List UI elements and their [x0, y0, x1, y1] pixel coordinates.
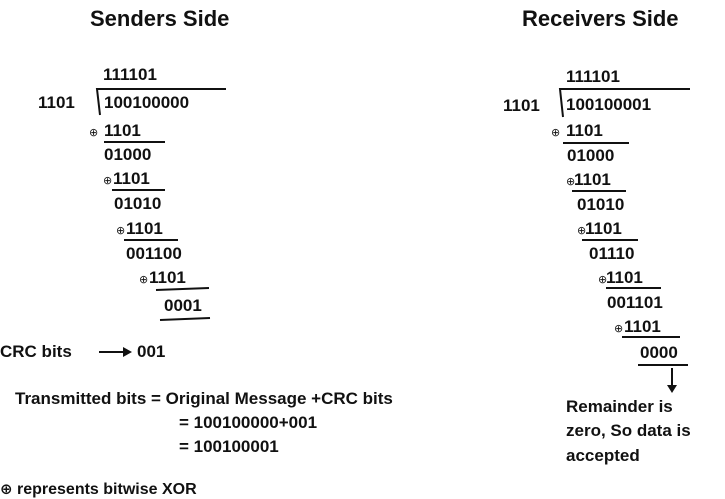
xor-icon: ⊕ [551, 127, 561, 139]
receiver-step-10: 0000 [640, 343, 678, 362]
receiver-step-4: 01010 [577, 195, 625, 214]
xor-icon: ⊕ [89, 127, 99, 139]
transmitted-line-2: = 100100000+001 [179, 413, 318, 432]
xor-icon: ⊕ [577, 225, 587, 237]
sender-step-3: 1101 [113, 169, 150, 188]
result-line-3: accepted [566, 446, 640, 465]
xor-legend-text: represents bitwise XOR [17, 481, 197, 498]
xor-icon: ⊕ [598, 274, 608, 286]
receiver-step-7: 1101 [606, 268, 643, 287]
receiver-step-2: 01000 [567, 146, 615, 165]
crc-label: CRC bits [0, 342, 72, 361]
sender-underline-5 [160, 318, 210, 320]
xor-icon: ⊕ [614, 323, 624, 335]
xor-icon: ⊕ [103, 175, 113, 187]
sender-step-6: 001100 [126, 244, 182, 263]
receiver-quotient: 111101 [566, 67, 620, 86]
crc-value: 001 [137, 342, 166, 361]
sender-step-8: 0001 [164, 296, 202, 315]
result-line-1: Remainder is [566, 397, 673, 416]
sender-step-5: 1101 [126, 219, 163, 238]
result-arrow-head [667, 385, 677, 393]
sender-step-2: 01000 [104, 145, 152, 164]
receiver-heading: Receivers Side [522, 6, 679, 31]
receiver-divisor: 1101 [503, 96, 540, 115]
sender-quotient: 111101 [103, 65, 157, 84]
sender-step-7: 1101 [149, 268, 186, 287]
sender-step-1: 1101 [104, 121, 141, 140]
xor-icon: ⊕ [116, 225, 126, 237]
transmitted-line-3: = 100100001 [179, 437, 279, 456]
result-line-2: zero, So data is [566, 421, 691, 440]
sender-heading: Senders Side [90, 6, 230, 31]
sender-dividend: 100100000 [104, 93, 190, 112]
sender-divisor: 1101 [38, 93, 75, 112]
receiver-step-5: 1101 [585, 219, 622, 238]
receiver-step-9: 1101 [624, 317, 661, 336]
receiver-step-8: 001101 [607, 293, 663, 312]
receiver-step-6: 01110 [589, 244, 635, 263]
xor-icon: ⊕ [566, 176, 576, 188]
receiver-step-1: 1101 [566, 121, 603, 140]
sender-step-4: 01010 [114, 194, 162, 213]
crc-arrow-head [123, 347, 132, 357]
xor-legend-icon: ⊕ [0, 481, 13, 498]
receiver-step-3: 1101 [574, 170, 611, 189]
transmitted-line-1: Transmitted bits = Original Message +CRC bits [15, 389, 393, 408]
sender-underline-4 [156, 288, 209, 290]
xor-icon: ⊕ [139, 274, 149, 286]
receiver-dividend: 100100001 [566, 95, 652, 114]
